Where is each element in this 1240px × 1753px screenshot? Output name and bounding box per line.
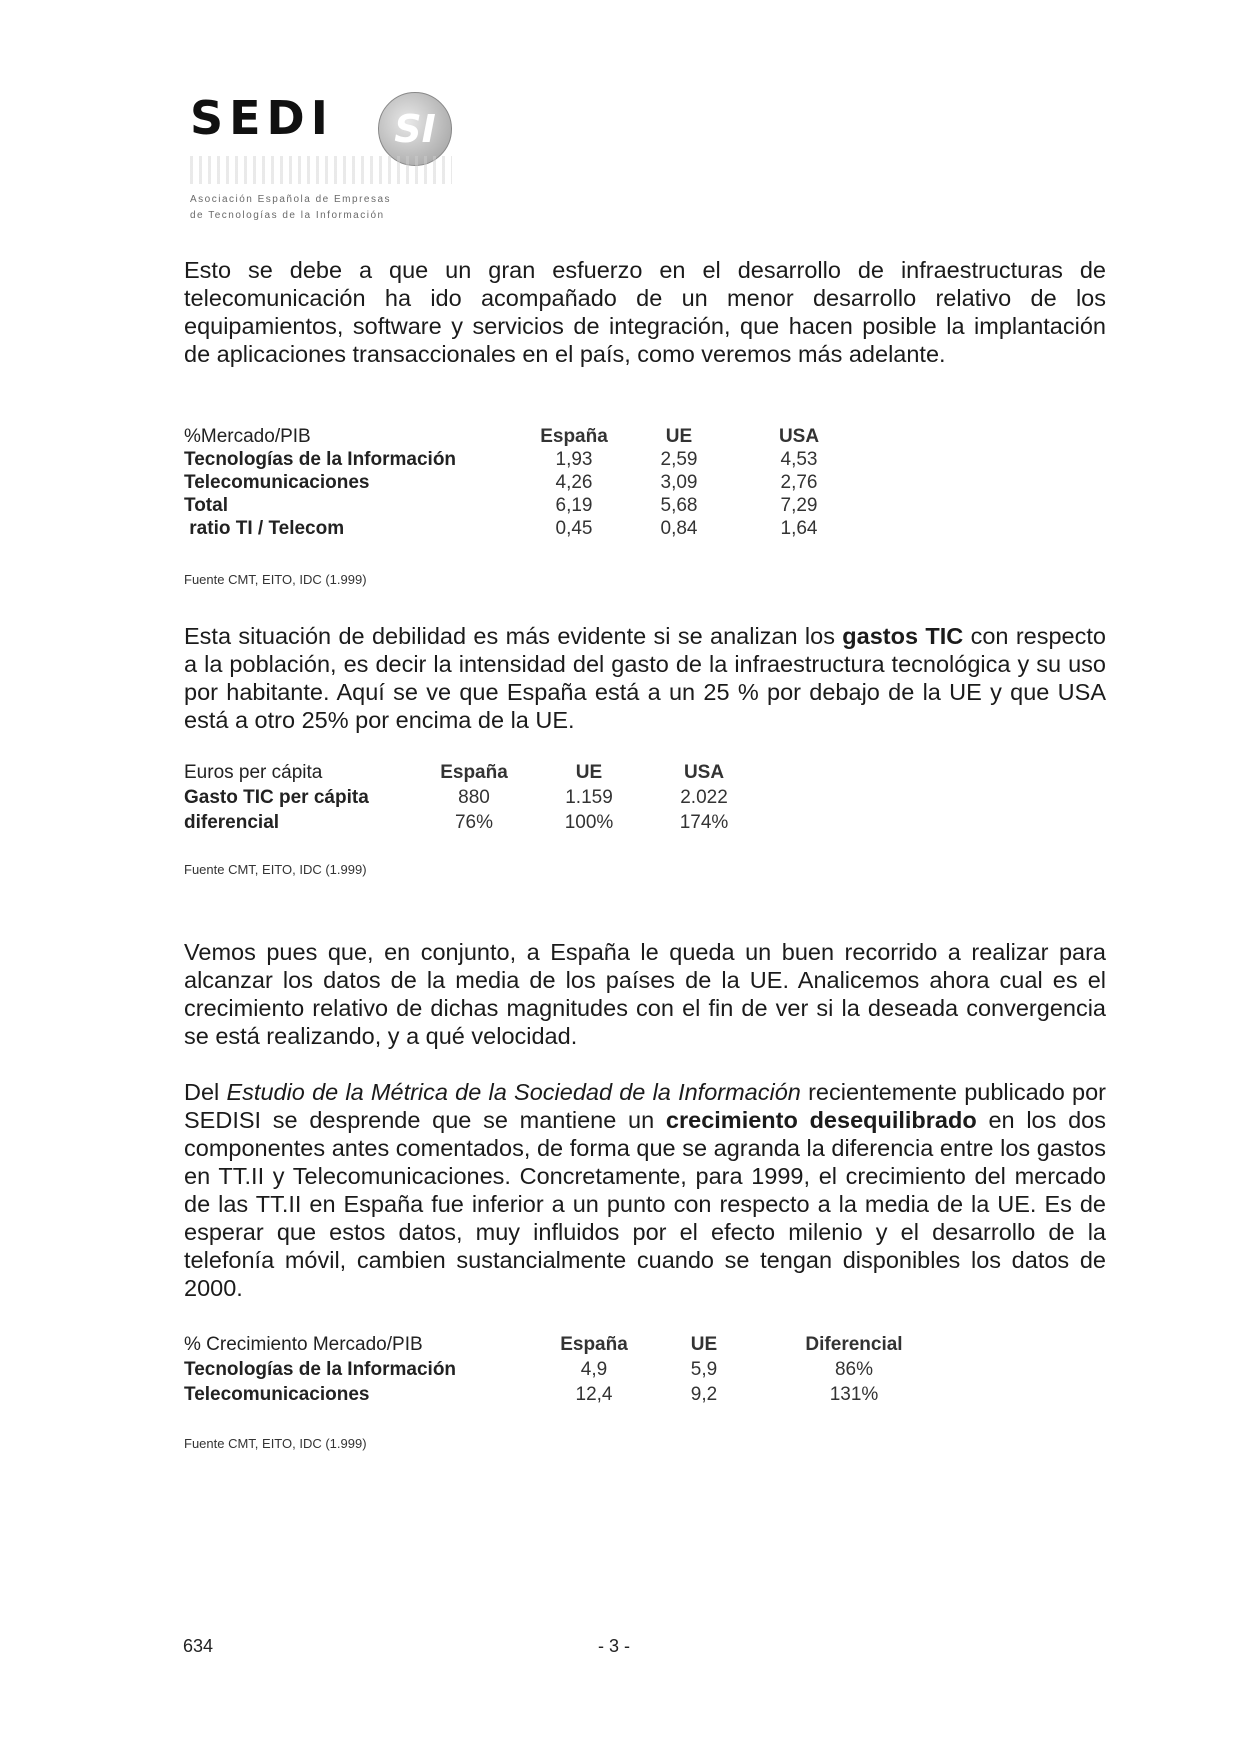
cell-value: 0,84: [660, 518, 698, 539]
column-header-espana: España: [560, 1334, 628, 1355]
cell-value: 4,53: [780, 449, 818, 470]
cell-value: 9,2: [690, 1384, 718, 1405]
cell-value: 5,9: [690, 1359, 718, 1380]
paragraph-bold-text: crecimiento desequilibrado: [665, 1107, 977, 1133]
cell-value: 5,68: [660, 495, 698, 516]
logo-subtitle-line1: Asociación Española de Empresas: [190, 194, 392, 205]
cell-value: 131%: [829, 1384, 879, 1405]
logo-texture: [190, 156, 452, 184]
paragraph-text: con respecto a la población, es decir la intensidad del gasto de la infraestructura tecnológica y su uso por habitante. Aquí se ve que España está a un 25 % por debajo de la UE y que USA está a otro 25% por encima de la UE.: [184, 623, 1106, 733]
table-header-label: %Mercado/PIB: [184, 426, 311, 447]
row-label: Tecnologías de la Información: [184, 1359, 457, 1380]
column-header-ue: UE: [665, 426, 693, 447]
column-header-espana: España: [540, 426, 608, 447]
column-header-usa: USA: [778, 426, 820, 447]
paragraph-2: [184, 622, 1106, 734]
table-source-note: Fuente CMT, EITO, IDC (1.999): [184, 862, 367, 877]
row-label: Telecomunicaciones: [184, 1384, 370, 1405]
cell-value: 880: [458, 787, 490, 808]
cell-value: 3,09: [660, 472, 698, 493]
cell-value: 6,19: [555, 495, 593, 516]
document-number: 634: [183, 1636, 214, 1656]
paragraph-1: Esto se debe a que un gran esfuerzo en el desarrollo de infraestructuras de telecomunicación ha ido acompañado de un menor desarrollo relativo de los equipamientos, software y servicios de integración, que hacen posible la implantación de aplicaciones transaccionales en el país, como veremos más adelante.: [184, 257, 1106, 367]
cell-value: 12,4: [575, 1384, 613, 1405]
paragraph-text: en los dos componentes antes comentados, de forma que se agranda la diferencia entre los gastos en TT.II y Telecomunicaciones. Concretamente, para 1999, el crecimiento del mercado de las TT.II en España fue inferior a un punto con respecto a la media de la UE. Es de esperar que estos datos, muy influidos por el efecto milenio y el desarrollo de la telefonía móvil, cambien sustancialmente cuando se tengan disponibles los datos de 2000.: [184, 1107, 1106, 1301]
cell-value: 4,9: [580, 1359, 608, 1380]
cell-value: 100%: [564, 812, 614, 833]
column-header-diferencial: Diferencial: [805, 1334, 903, 1355]
row-label: diferencial: [184, 812, 280, 833]
paragraph-text: recientemente publicado por SEDISI se desprende que se mantiene un: [184, 1079, 1106, 1133]
table-crecimiento: [184, 1332, 944, 1412]
logo-symbol: SI: [394, 107, 436, 151]
cell-value: 174%: [679, 812, 729, 833]
sedisi-logo: [190, 88, 470, 228]
cell-value: 7,29: [780, 495, 818, 516]
cell-value: 1.159: [565, 787, 613, 808]
column-header-espana: España: [440, 762, 508, 783]
cell-value: 4,26: [555, 472, 593, 493]
column-header-ue: UE: [690, 1334, 718, 1355]
cell-value: 86%: [834, 1359, 874, 1380]
paragraph-italic-text: Estudio de la Métrica de la Sociedad de la Información: [226, 1079, 801, 1105]
table-source-note: Fuente CMT, EITO, IDC (1.999): [184, 1436, 367, 1451]
paragraph-3: Vemos pues que, en conjunto, a España le queda un buen recorrido a realizar para alcanzar los datos de la media de los países de la UE. Analicemos ahora cual es el crecimiento relativo de dichas magnitudes con el fin de ver si la deseada convergencia se está realizando, y a qué velocidad.: [184, 939, 1106, 1049]
column-header-usa: USA: [683, 762, 725, 783]
cell-value: 2,59: [660, 449, 698, 470]
paragraph-bold-text: gastos TIC: [842, 623, 964, 649]
row-label: Gasto TIC per cápita: [184, 787, 369, 808]
paragraph-4: [184, 1078, 1106, 1302]
cell-value: 2.022: [680, 787, 728, 808]
row-label: Tecnologías de la Información: [184, 449, 457, 470]
table-source-note: Fuente CMT, EITO, IDC (1.999): [184, 572, 367, 587]
paragraph-text: Del: [184, 1079, 227, 1105]
paragraph-text: Esta situación de debilidad es más evidente si se analizan los: [184, 623, 843, 649]
table-mercado-pib: [184, 424, 884, 554]
row-label: Telecomunicaciones: [184, 472, 370, 493]
table-header-label: % Crecimiento Mercado/PIB: [184, 1334, 423, 1355]
cell-value: 76%: [454, 812, 494, 833]
logo-wordmark: SEDI: [190, 91, 334, 145]
logo-subtitle-line2: de Tecnologías de la Información: [190, 210, 385, 221]
page-number: - 3 -: [598, 1636, 631, 1656]
row-label: ratio TI / Telecom: [184, 518, 345, 539]
logo-emblem: [378, 92, 452, 166]
cell-value: 1,64: [780, 518, 818, 539]
cell-value: 1,93: [555, 449, 593, 470]
table-euros-per-capita: [184, 760, 804, 840]
cell-value: 2,76: [780, 472, 818, 493]
column-header-ue: UE: [575, 762, 603, 783]
row-label: Total: [184, 495, 228, 516]
cell-value: 0,45: [555, 518, 593, 539]
table-header-label: Euros per cápita: [184, 762, 323, 783]
